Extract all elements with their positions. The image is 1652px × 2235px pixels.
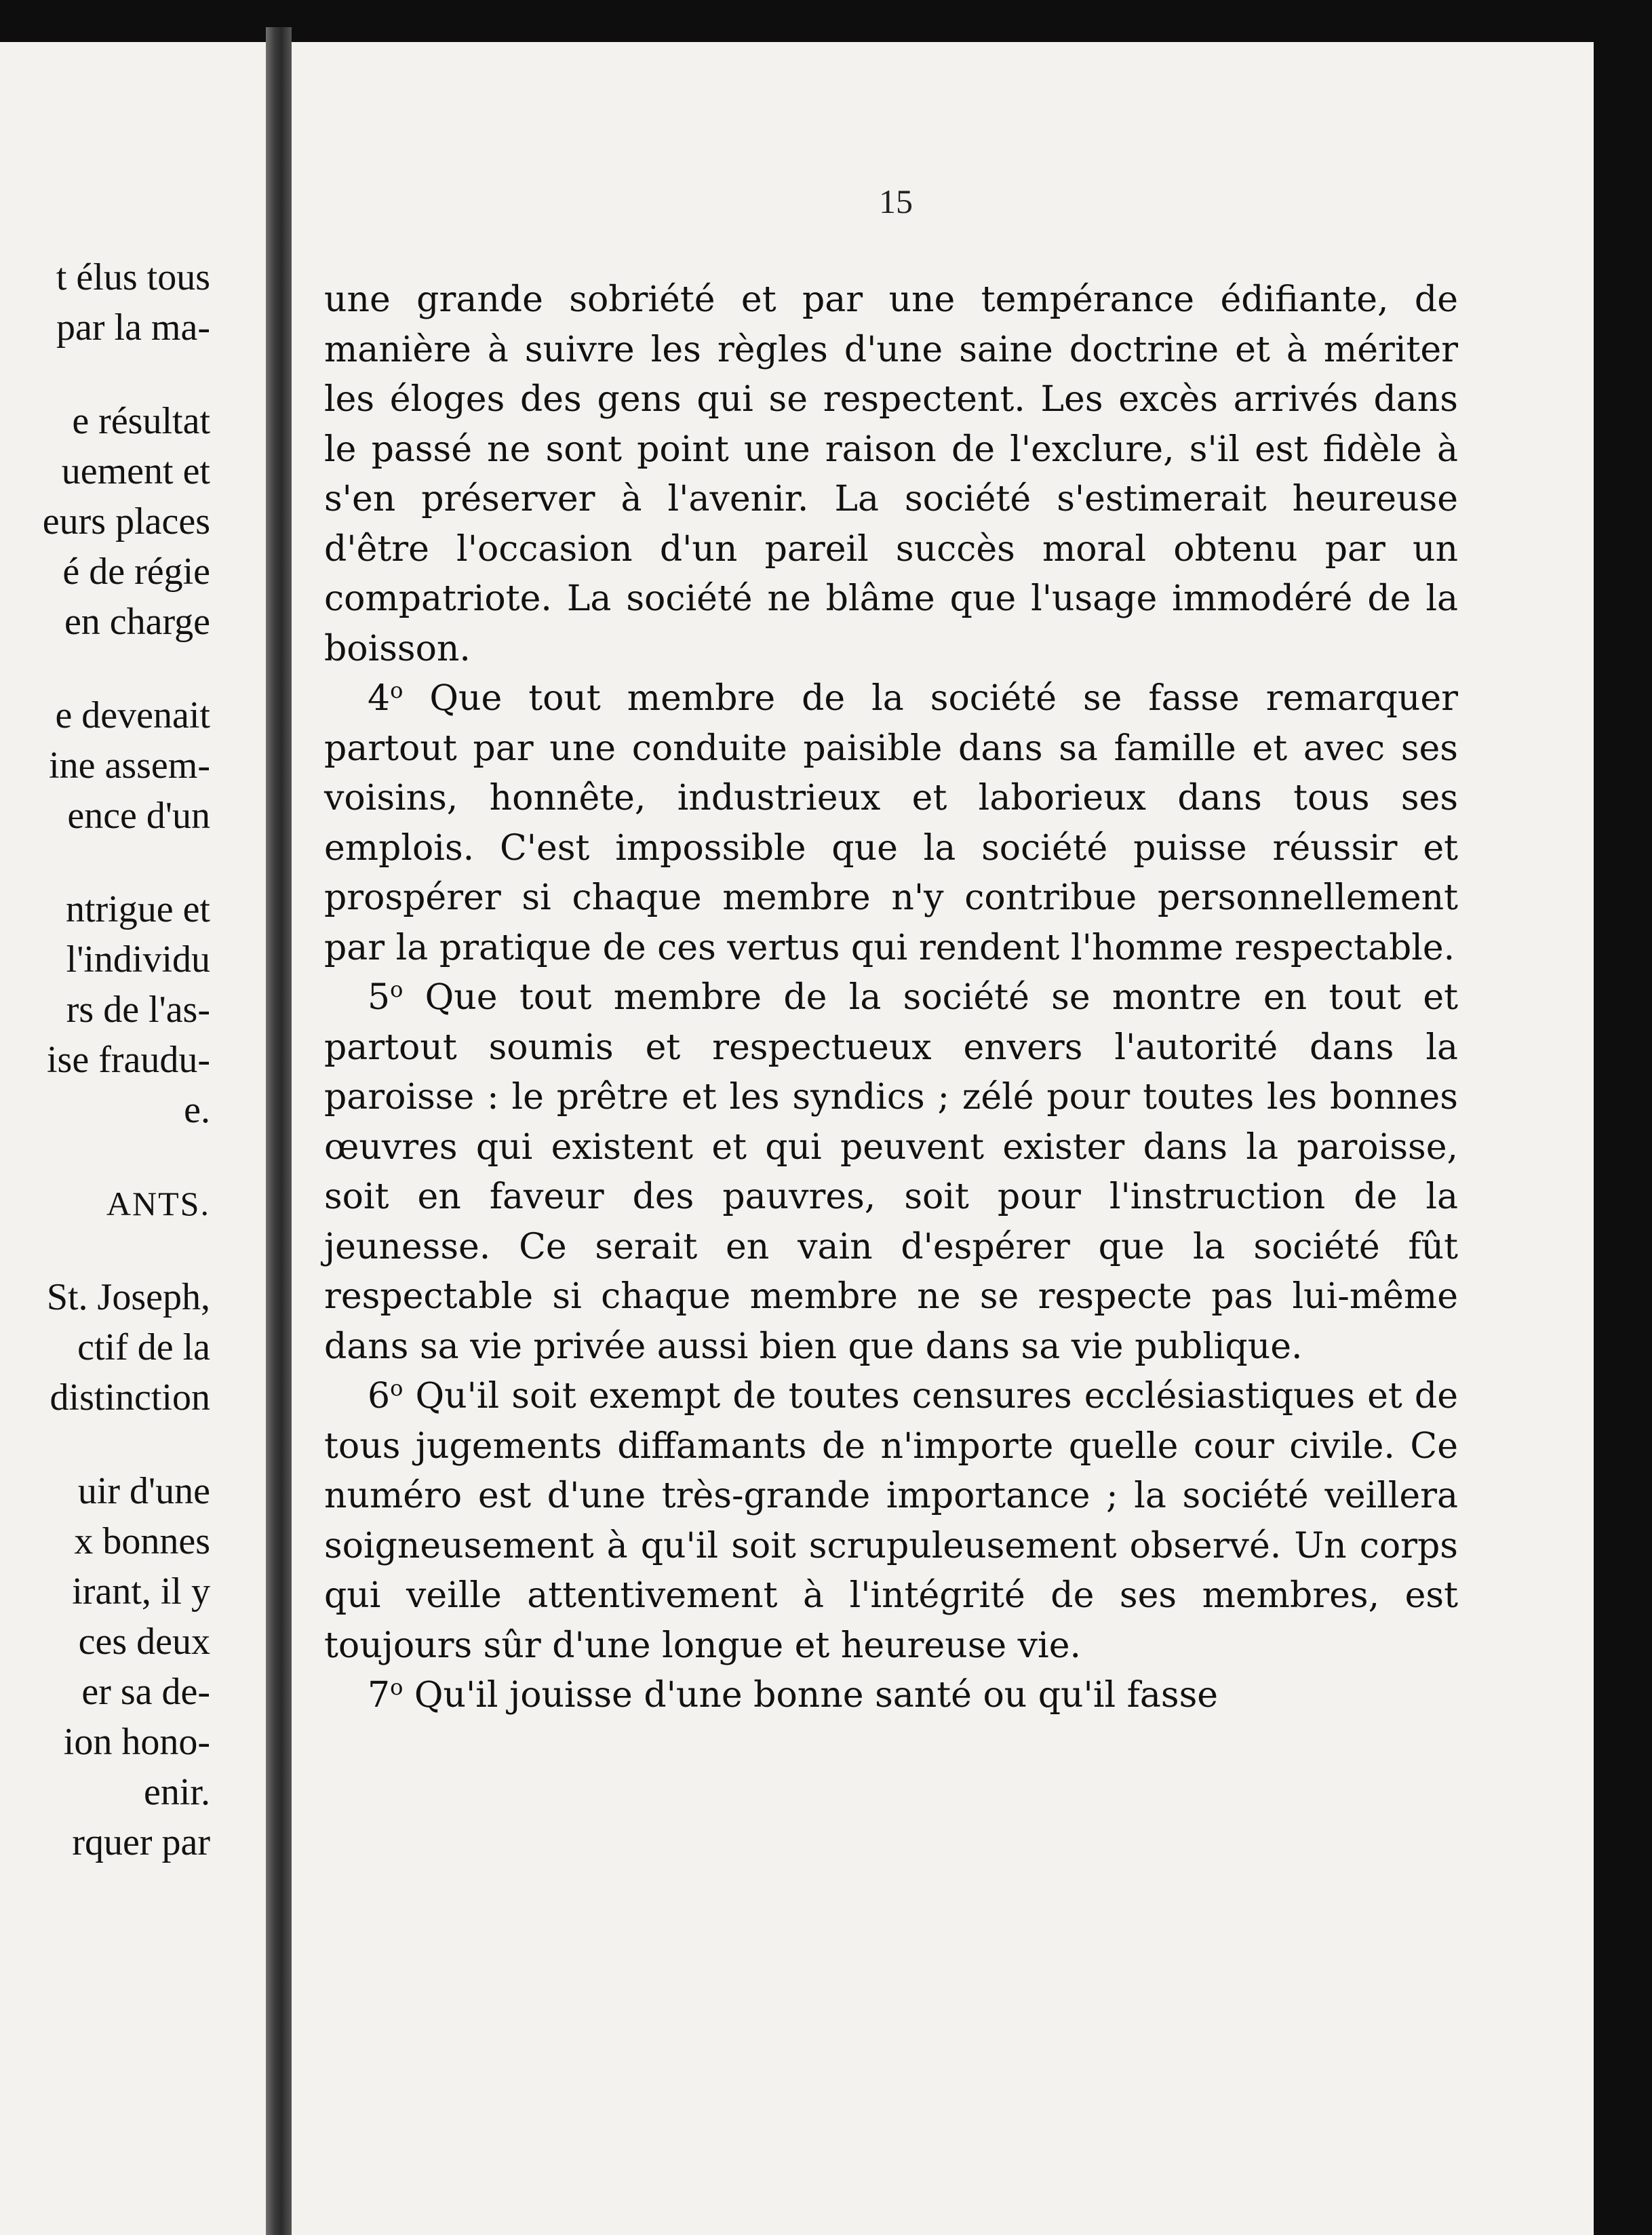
left-page-line: rs de l'as- [66,989,210,1031]
item-number: 6 [368,1376,391,1417]
left-page-line: ces deux [78,1621,210,1663]
left-page-line: irant, il y [72,1570,210,1613]
left-page-line: l'individu [66,938,210,981]
left-page-line: eurs places [42,500,210,542]
ordinal-marker: o [390,1674,404,1700]
left-page-line: ence d'un [67,795,210,837]
left-page-line: ctif de la [77,1326,210,1368]
left-page-line: e. [184,1089,210,1131]
left-page-line: ion hono- [63,1721,210,1763]
item-number: 7 [368,1675,391,1716]
left-page-line: e devenait [55,694,210,736]
left-page-line: enir. [144,1771,210,1813]
paragraph-text: Qu'il jouisse d'une bonne santé ou qu'il fasse [403,1675,1219,1716]
left-page-line: er sa de- [81,1671,210,1713]
left-page-line: en charge [64,601,210,643]
right-page-body [324,275,1458,1721]
paragraph-text: Que tout membre de la société se montre en tout et partout soumis et respectueux envers l'autorité dans la paroisse : le prêtre et les syndics ; zélé pour toutes les bonnes œuvres qui existent et qui peuvent exister dans la paroisse, soit en faveur des pauvres, soit pour l'instruction de la jeunesse. Ce serait en vain d'espérer que la société fût respectable si chaque membre ne se respecte pas lui-même dans sa vie privée aussi bien que dans sa vie publique. [324,977,1458,1367]
scan-top-border [0,0,1652,42]
left-page-gap [0,841,210,884]
paragraph-continuation [324,275,1458,674]
book-spine [266,27,292,2235]
left-page-line: St. Joseph, [46,1276,210,1318]
left-page-fragment [0,252,210,1867]
paragraph-text: une grande sobriété et par une tempérance édifiante, de manière à suivre les règles d'une saine doctrine et à mériter les éloges des gens qui se respectent. Les excès arrivés dans le passé ne sont point une raison de l'exclure, s'il est fidèle à s'en préserver à l'avenir. La société s'estimerait heureuse d'être l'occasion d'un pareil succès moral obtenu par un compatriote. La société ne blâme que l'usage immodéré de la boisson. [324,279,1458,669]
left-page-line: t élus tous [56,256,210,298]
paragraph-text: Qu'il soit exempt de toutes censures ecclésiastiques et de tous jugements diffamants de n'importe quelle cour civile. Ce numéro est d'une très-grande importance ; la société veillera soigneusement à qu'il soit scrupuleusement observé. Un corps qui veille attentivement à l'intégrité de ses membres, est toujours sûr d'une longue et heureuse vie. [324,1376,1458,1666]
paragraph-item-7 [324,1671,1458,1721]
paragraph-text: Que tout membre de la société se fasse remarquer partout par une conduite paisible dans sa famille et avec ses voisins, honnête, industrieux et laborieux dans tous ses emplois. C'est impossible que la société puisse réussir et prospérer si chaque membre n'y contribue personnellement par la pratique de ces vertus qui rendent l'homme respectable. [324,678,1458,968]
left-page-gap [0,1135,210,1179]
left-page-line: ANTS. [106,1185,210,1223]
left-page-line: ine assem- [49,745,210,787]
left-page-line: uement et [61,450,210,492]
ordinal-marker: o [390,677,404,703]
left-page-line: ntrigue et [65,888,210,930]
paragraph-item-4 [324,674,1458,973]
left-page-line: rquer par [72,1821,210,1863]
item-number: 5 [368,977,391,1018]
paragraph-item-5 [324,973,1458,1372]
left-page-line: uir d'une [77,1470,210,1512]
left-page-line: é de régie [62,551,210,593]
left-page-gap [0,1423,210,1466]
left-page-gap [0,1229,210,1272]
left-page-line: ise fraudu- [46,1039,210,1081]
ordinal-marker: o [390,976,404,1002]
scan-right-border [1594,0,1652,2235]
left-page-gap [0,647,210,690]
left-page-line: distinction [50,1377,210,1419]
ordinal-marker: o [390,1375,404,1401]
left-page-line: e résultat [72,400,210,442]
left-page-line: x bonnes [74,1520,210,1562]
page-number: 15 [879,182,913,220]
left-page-line: par la ma- [56,306,210,349]
left-page-gap [0,353,210,396]
item-number: 4 [368,678,391,719]
paragraph-item-6 [324,1372,1458,1671]
